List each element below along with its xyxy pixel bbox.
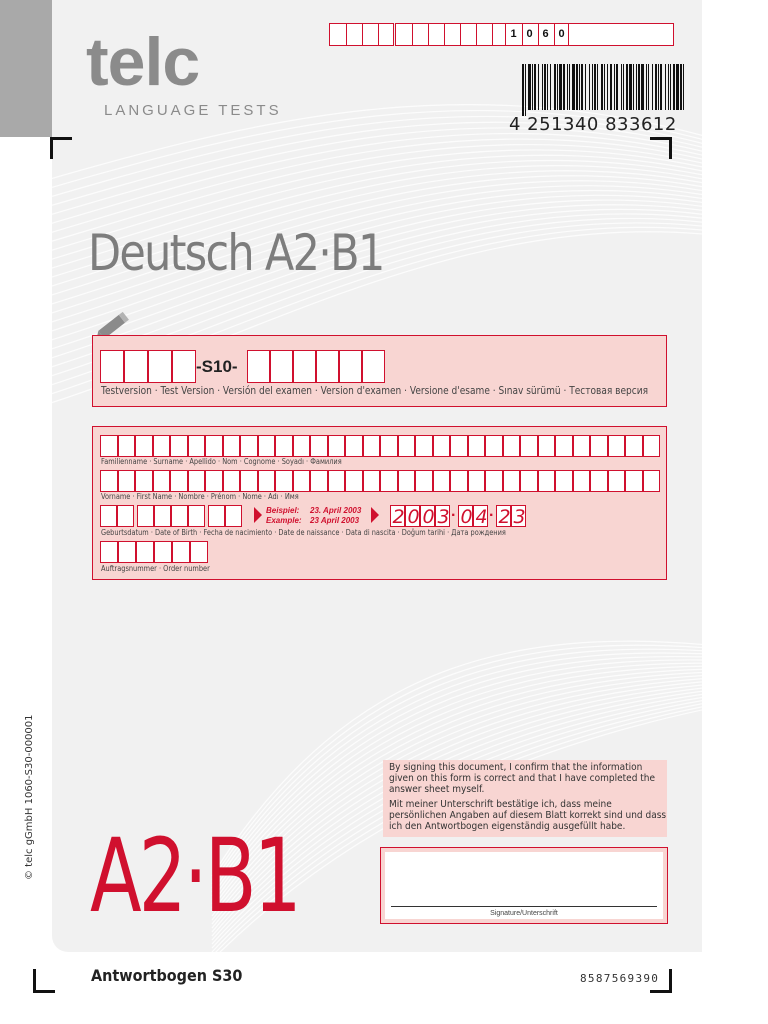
crop-mark [50, 137, 72, 140]
code-cell-divider [378, 24, 394, 45]
barcode-bar [576, 64, 578, 110]
order-number-digit-box[interactable] [118, 541, 136, 563]
family-name-char-box[interactable] [363, 435, 381, 457]
barcode-bar [581, 64, 583, 110]
first-name-char-box[interactable] [398, 470, 416, 492]
family-name-char-box[interactable] [485, 435, 503, 457]
first-name-char-box[interactable] [608, 470, 626, 492]
exam-title: Deutsch A2·B1 [88, 224, 384, 282]
order-number-digit-box[interactable] [154, 541, 172, 563]
barcode-bar [658, 64, 659, 110]
dob-example-separator: · [451, 507, 457, 524]
family-name-char-box[interactable] [520, 435, 538, 457]
dob-example-box [405, 505, 420, 527]
level-display: A2·B1 [90, 817, 299, 936]
barcode-bar [525, 64, 526, 116]
barcode-bar [616, 64, 618, 110]
barcode-bar [683, 64, 684, 110]
test-version-digit-box[interactable] [293, 350, 316, 383]
barcode-bar [673, 64, 675, 110]
code-cell-divider [362, 24, 378, 45]
header-code-group [568, 23, 674, 46]
first-name-char-box[interactable] [625, 470, 643, 492]
first-name-char-box[interactable] [328, 470, 346, 492]
family-name-char-box[interactable] [415, 435, 433, 457]
family-name-char-box[interactable] [433, 435, 451, 457]
barcode-bar [636, 64, 637, 110]
first-name-char-box[interactable] [135, 470, 153, 492]
barcode-bar [665, 64, 666, 110]
family-name-char-box[interactable] [275, 435, 293, 457]
example-date-de: 23. April 2003 [310, 506, 362, 515]
family-name-char-box[interactable] [625, 435, 643, 457]
first-name-char-box[interactable] [590, 470, 608, 492]
dob-example-digit: 3 [437, 506, 450, 528]
dob-example-box [435, 505, 450, 527]
first-name-char-box[interactable] [118, 470, 136, 492]
barcode-bar [652, 64, 653, 110]
first-name-char-box[interactable] [468, 470, 486, 492]
first-name-char-box[interactable] [503, 470, 521, 492]
example-date-en: 23 April 2003 [310, 516, 360, 525]
barcode-bar [604, 64, 605, 110]
first-name-char-box[interactable] [345, 470, 363, 492]
order-number-caption: Auftragsnummer · Order number [101, 564, 210, 573]
first-name-char-box[interactable] [573, 470, 591, 492]
barcode-bar [629, 64, 632, 110]
family-name-char-box[interactable] [503, 435, 521, 457]
first-name-caption: Vorname · First Name · Nombre · Prénom · Nome · Adı · Имя [101, 492, 299, 501]
family-name-char-box[interactable] [538, 435, 556, 457]
dob-example-box [390, 505, 405, 527]
barcode-bar [572, 64, 575, 110]
barcode-bar [623, 64, 624, 110]
barcode-bar [547, 64, 548, 110]
barcode-bar [589, 64, 590, 110]
code-cell-divider [476, 24, 492, 45]
barcode-bar [557, 64, 558, 110]
barcode-bar [592, 64, 593, 110]
code-digit: 0 [526, 28, 533, 40]
family-name-char-box[interactable] [398, 435, 416, 457]
dob-digit-box[interactable] [154, 505, 171, 527]
barcode-bar [532, 64, 533, 110]
barcode-bar [601, 64, 603, 110]
test-version-digit-box[interactable] [100, 350, 124, 383]
order-number-digit-box[interactable] [190, 541, 208, 563]
barcode-bar [676, 64, 679, 110]
date-of-birth-caption: Geburtsdatum · Date of Birth · Fecha de nacimiento · Date de naissance · Data di nascita · Doğum tarihi · Дата рождения [101, 528, 506, 537]
arrow-right-icon [371, 507, 379, 523]
test-version-digit-box[interactable] [362, 350, 385, 383]
header-code-group [395, 23, 508, 46]
dob-digit-box[interactable] [208, 505, 225, 527]
code-digit: 1 [510, 28, 517, 40]
first-name-char-box[interactable] [538, 470, 556, 492]
dob-example-box [511, 505, 526, 527]
family-name-char-box[interactable] [188, 435, 206, 457]
family-name-char-box[interactable] [135, 435, 153, 457]
first-name-char-box[interactable] [205, 470, 223, 492]
barcode-bar [567, 64, 568, 110]
test-version-digit-box[interactable] [316, 350, 339, 383]
first-name-char-box[interactable] [555, 470, 573, 492]
first-name-char-box[interactable] [363, 470, 381, 492]
first-name-char-box[interactable] [433, 470, 451, 492]
code-cell-divider [444, 24, 460, 45]
dob-example-box [496, 505, 511, 527]
family-name-char-box[interactable] [153, 435, 171, 457]
dob-example-digit: 0 [460, 506, 473, 528]
first-name-char-box[interactable] [100, 470, 118, 492]
test-version-caption: Testversion · Test Version · Versión del examen · Version d'examen · Versione d'esame · Sınav sürümü · Тестовая версия [101, 385, 649, 397]
first-name-char-box[interactable] [240, 470, 258, 492]
family-name-char-box[interactable] [345, 435, 363, 457]
family-name-char-box[interactable] [258, 435, 276, 457]
dob-example-digit: 0 [407, 506, 420, 528]
dob-example-box [473, 505, 488, 527]
signature-field[interactable] [385, 852, 663, 919]
code-cell-divider [428, 24, 444, 45]
first-name-char-box[interactable] [415, 470, 433, 492]
barcode-bar [597, 64, 598, 110]
order-number-digit-box[interactable] [172, 541, 190, 563]
gray-corner-tab [0, 0, 52, 137]
dob-example-box [458, 505, 473, 527]
first-name-char-box[interactable] [450, 470, 468, 492]
first-name-char-box[interactable] [275, 470, 293, 492]
barcode-bar [542, 64, 543, 110]
barcode-bar [550, 64, 551, 110]
header-code-group [329, 23, 394, 46]
family-name-char-box[interactable] [205, 435, 223, 457]
first-name-char-box[interactable] [170, 470, 188, 492]
barcode-bar [660, 64, 662, 110]
dob-example-digit: 0 [422, 506, 435, 528]
barcode-bar [626, 64, 628, 110]
barcode-bar [638, 64, 640, 110]
dob-example-digit: 4 [475, 506, 488, 528]
family-name-char-box[interactable] [590, 435, 608, 457]
family-name-char-box[interactable] [450, 435, 468, 457]
code-cell-divider [346, 24, 362, 45]
family-name-char-box[interactable] [608, 435, 626, 457]
header-code-value [505, 23, 570, 46]
order-number-digit-box[interactable] [100, 541, 118, 563]
barcode-bar [680, 64, 682, 110]
crop-mark [33, 990, 55, 993]
dob-digit-box[interactable] [117, 505, 134, 527]
arrow-right-icon [254, 507, 262, 523]
signature-statement-en: By signing this document, I confirm that the information given on this form is correct and that I have completed the answer sheet myself. [389, 762, 656, 795]
dob-example-box [420, 505, 435, 527]
barcode-bar [646, 64, 647, 110]
first-name-char-box[interactable] [153, 470, 171, 492]
family-name-char-box[interactable] [310, 435, 328, 457]
barcode-bar [655, 64, 657, 110]
barcode-bar [670, 64, 671, 110]
barcode-number: 4 251340 833612 [509, 114, 677, 135]
barcode-bar [579, 64, 580, 110]
dob-digit-box[interactable] [100, 505, 117, 527]
signature-statement-de: Mit meiner Unterschrift bestätige ich, dass meine persönlichen Angaben auf diesem Blatt korrekt sind und dass ich den Antwortbogen eigenständig ausgefüllt habe. [389, 799, 667, 832]
barcode-bar [563, 64, 565, 110]
family-name-char-box[interactable] [100, 435, 118, 457]
code-cell-divider [460, 24, 476, 45]
signature-panel [380, 847, 668, 924]
first-name-char-box[interactable] [520, 470, 538, 492]
first-name-char-box[interactable] [258, 470, 276, 492]
barcode-bar [621, 64, 622, 110]
test-version-digit-box[interactable] [339, 350, 362, 383]
test-version-code-label: -S10- [196, 357, 238, 376]
signature-caption: Signature/Unterschrift [490, 910, 558, 917]
barcode-bar [607, 64, 608, 110]
first-name-char-box[interactable] [223, 470, 241, 492]
test-version-digit-box[interactable] [247, 350, 270, 383]
family-name-char-box[interactable] [328, 435, 346, 457]
crop-mark [650, 990, 672, 993]
example-label-de: Beispiel: [266, 506, 300, 515]
crop-mark [50, 137, 53, 159]
first-name-char-box[interactable] [293, 470, 311, 492]
first-name-char-box[interactable] [485, 470, 503, 492]
order-number-digit-box[interactable] [136, 541, 154, 563]
dob-example-separator: · [489, 507, 495, 524]
barcode-bar [585, 64, 586, 110]
first-name-char-box[interactable] [188, 470, 206, 492]
test-version-digit-box[interactable] [124, 350, 148, 383]
dob-example-digit: 2 [498, 506, 511, 528]
family-name-char-box[interactable] [170, 435, 188, 457]
barcode-bar [641, 64, 644, 110]
crop-mark [669, 137, 672, 159]
family-name-char-box[interactable] [468, 435, 486, 457]
barcode-bar [610, 64, 612, 110]
dob-digit-box[interactable] [171, 505, 188, 527]
code-digit: 0 [558, 28, 565, 40]
barcode-bar [559, 64, 562, 110]
barcode-bar [614, 64, 615, 110]
family-name-char-box[interactable] [555, 435, 573, 457]
barcode-bar [554, 64, 556, 110]
family-name-char-box[interactable] [573, 435, 591, 457]
family-name-char-box[interactable] [223, 435, 241, 457]
test-version-digit-box[interactable] [172, 350, 196, 383]
first-name-char-box[interactable] [643, 470, 661, 492]
dob-example-digit: 3 [513, 506, 526, 528]
dob-example-digit: 2 [392, 506, 405, 528]
signature-line [391, 906, 657, 907]
telc-logo: telc [86, 24, 200, 100]
footer-number: 8587569390 [580, 972, 660, 985]
code-cell-divider [412, 24, 428, 45]
dob-digit-box[interactable] [137, 505, 154, 527]
barcode-bar [633, 64, 634, 110]
family-name-caption: Familienname · Surname · Apellido · Nom · Cognome · Soyadı · Фамилия [101, 457, 342, 466]
family-name-char-box[interactable] [380, 435, 398, 457]
barcode-bar [594, 64, 596, 110]
barcode-bar [569, 64, 570, 110]
test-version-digit-box[interactable] [148, 350, 172, 383]
dob-digit-box[interactable] [188, 505, 205, 527]
barcode-bar [648, 64, 649, 110]
barcode-bar [522, 64, 524, 116]
barcode-bar [538, 64, 539, 110]
family-name-char-box[interactable] [240, 435, 258, 457]
barcode-bar [668, 64, 669, 110]
family-name-char-box[interactable] [293, 435, 311, 457]
side-copyright-text: © telc gGmbH 1060-S30-000001 [24, 714, 35, 880]
test-version-digit-box[interactable] [270, 350, 293, 383]
barcode-graphic [520, 64, 688, 116]
barcode-bar [528, 64, 531, 110]
telc-logo-subtitle: LANGUAGE TESTS [104, 102, 282, 119]
example-label-en: Example: [266, 516, 302, 525]
first-name-char-box[interactable] [310, 470, 328, 492]
barcode-bar [534, 64, 536, 110]
barcode-bar [544, 64, 546, 110]
family-name-char-box[interactable] [118, 435, 136, 457]
first-name-char-box[interactable] [380, 470, 398, 492]
code-digit: 6 [542, 28, 549, 40]
family-name-char-box[interactable] [643, 435, 661, 457]
dob-digit-box[interactable] [225, 505, 242, 527]
footer-title: Antwortbogen S30 [91, 966, 243, 985]
